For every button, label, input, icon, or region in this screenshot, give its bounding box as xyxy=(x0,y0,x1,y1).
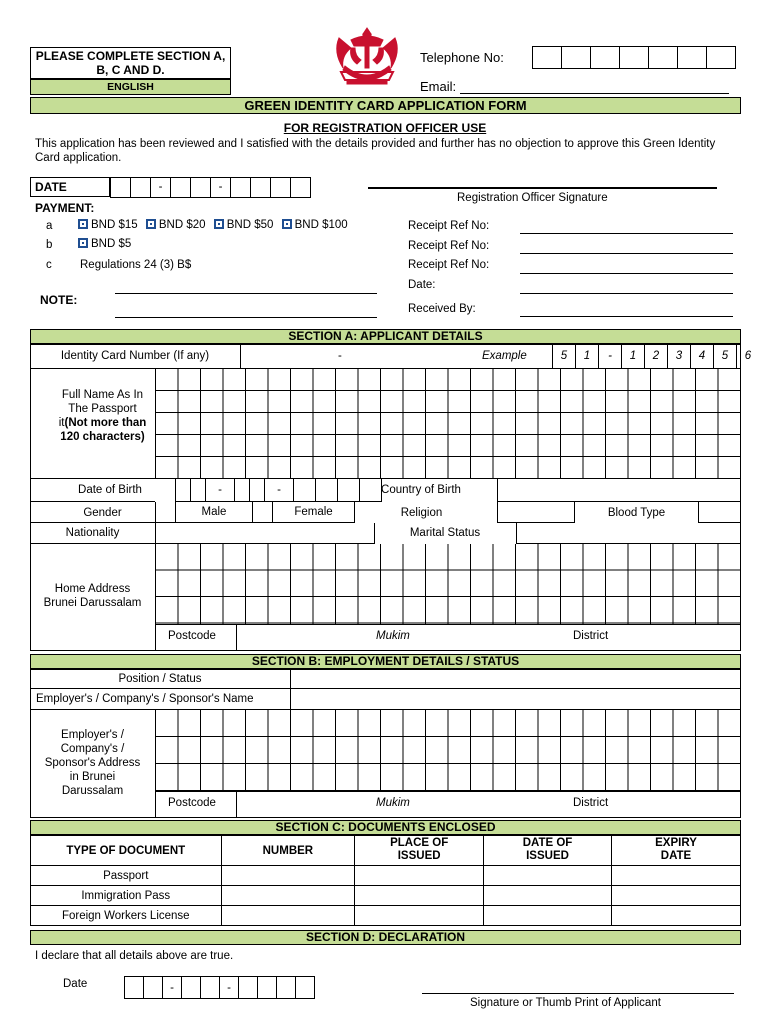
option-bnd-100: BND $100 xyxy=(294,219,348,231)
gender-female-box[interactable] xyxy=(253,502,273,522)
officer-date2-label: Date: xyxy=(408,279,436,291)
receipt-line-3[interactable] xyxy=(520,260,733,274)
gender-cells xyxy=(155,502,355,523)
postcode-label: Postcode xyxy=(168,630,216,642)
payment-row-b: b xyxy=(46,239,53,251)
cell-input[interactable] xyxy=(611,906,740,926)
cell-input[interactable] xyxy=(221,866,355,886)
cell-input[interactable] xyxy=(221,906,355,926)
dob-cells[interactable]: - - xyxy=(175,479,382,502)
dob-label: Date of Birth xyxy=(78,484,142,496)
cell-input[interactable] xyxy=(221,886,355,906)
col-date: DATE OF ISSUED xyxy=(484,836,612,866)
officer-date2-line[interactable] xyxy=(520,280,733,294)
officer-signature-line[interactable] xyxy=(368,178,717,189)
religion-input[interactable] xyxy=(497,502,575,523)
blood-type-label: Blood Type xyxy=(607,507,666,519)
blood-type-input[interactable] xyxy=(698,502,741,523)
declaration-date-label: Date xyxy=(63,978,88,990)
section-d-header: SECTION D: DECLARATION xyxy=(30,930,741,945)
col-place: PLACE OF ISSUED xyxy=(355,836,484,866)
applicant-signature-label: Signature or Thumb Print of Applicant xyxy=(470,997,661,1009)
table-row xyxy=(31,866,741,886)
nationality-label: Nationality xyxy=(65,527,120,539)
checkbox-icon[interactable] xyxy=(78,238,88,248)
payment-row-a: a xyxy=(46,220,53,232)
position-input[interactable] xyxy=(290,669,741,689)
receipt-line-2[interactable] xyxy=(520,240,733,254)
instruction-box xyxy=(30,47,231,79)
col-number: NUMBER xyxy=(221,836,355,866)
employer-address-label: Employer's / Company's / Sponsor's Address in Brunei Darussalam xyxy=(44,729,141,797)
regulation-text: Regulations 24 (3) B$ xyxy=(80,259,192,271)
option-bnd-50: BND $50 xyxy=(226,219,274,231)
cell-input[interactable] xyxy=(611,886,740,906)
table-row xyxy=(31,906,741,926)
declaration-text: I declare that all details above are true. xyxy=(35,950,234,962)
mukim-label: Mukim xyxy=(376,630,410,642)
col-type: TYPE OF DOCUMENT xyxy=(31,836,222,866)
checkbox-icon[interactable] xyxy=(214,219,224,229)
row-immigration: Immigration Pass xyxy=(31,886,222,906)
option-bnd-15: BND $15 xyxy=(91,219,138,231)
checkbox-icon[interactable] xyxy=(282,219,292,229)
option-bnd-5: BND $5 xyxy=(91,238,132,250)
table-row xyxy=(31,886,741,906)
officer-statement: This application has been reviewed and I satisfied with the details provided and further has no objection to approve this Green Identity Card application. xyxy=(35,138,716,164)
b-postcode-label: Postcode xyxy=(168,797,216,809)
section-a-header: SECTION A: APPLICANT DETAILS xyxy=(30,329,741,344)
religion-label: Religion xyxy=(400,507,443,519)
cell-input[interactable] xyxy=(355,886,484,906)
section-c-header: SECTION C: DOCUMENTS ENCLOSED xyxy=(30,820,741,835)
section-b-header: SECTION B: EMPLOYMENT DETAILS / STATUS xyxy=(30,654,741,669)
brunei-crest-icon xyxy=(327,24,407,86)
note-line-2[interactable] xyxy=(115,304,377,318)
checkbox-icon[interactable] xyxy=(78,219,88,229)
declaration-date-cells[interactable]: - - xyxy=(124,976,315,999)
gender-label: Gender xyxy=(83,507,122,519)
cell-input[interactable] xyxy=(484,886,612,906)
col-expiry: EXPIRY DATE xyxy=(611,836,740,866)
home-address-label: Home Address Brunei Darussalam xyxy=(43,583,142,609)
note-line-1[interactable] xyxy=(115,280,377,294)
receipt-label-1: Receipt Ref No: xyxy=(408,220,490,232)
marital-status-input[interactable] xyxy=(516,523,741,544)
language-text: ENGLISH xyxy=(107,81,154,93)
received-by-label: Received By: xyxy=(408,303,476,315)
nationality-row-bottom xyxy=(30,523,155,544)
payment-options-a xyxy=(78,219,348,231)
country-of-birth-input[interactable] xyxy=(497,479,741,502)
form-title: GREEN IDENTITY CARD APPLICATION FORM xyxy=(244,98,527,113)
gender-row-top xyxy=(30,479,155,502)
nationality-input[interactable] xyxy=(155,523,375,544)
position-label: Position / Status xyxy=(118,673,202,685)
row-passport: Passport xyxy=(31,866,222,886)
officer-signature-label: Registration Officer Signature xyxy=(457,192,608,204)
employer-address-grid[interactable] xyxy=(155,710,741,791)
b-mukim-label: Mukim xyxy=(376,797,410,809)
country-of-birth-label: Country of Birth xyxy=(381,484,461,496)
employer-name-label: Employer's / Company's / Sponsor's Name xyxy=(36,693,254,705)
ic-dash: - xyxy=(338,350,342,362)
receipt-label-2: Receipt Ref No: xyxy=(408,240,490,252)
officer-heading: FOR REGISTRATION OFFICER USE xyxy=(283,121,487,135)
note-label: NOTE: xyxy=(40,293,78,307)
b-district-label: District xyxy=(573,797,609,809)
applicant-signature-line[interactable] xyxy=(422,982,734,994)
checkbox-icon[interactable] xyxy=(146,219,156,229)
nationality-row-top xyxy=(30,502,155,523)
gender-male-box[interactable] xyxy=(156,502,176,522)
receipt-label-3: Receipt Ref No: xyxy=(408,259,490,271)
dob-row-top xyxy=(30,458,741,479)
cell-input[interactable] xyxy=(355,906,484,926)
cell-input[interactable] xyxy=(611,866,740,886)
example-label: Example xyxy=(482,350,527,362)
option-bnd-20: BND $20 xyxy=(158,219,206,231)
b-postcode-input[interactable] xyxy=(236,791,346,818)
officer-date-cells[interactable]: - - xyxy=(110,177,311,198)
telephone-label: Telephone No: xyxy=(420,50,504,65)
email-line[interactable] xyxy=(460,80,729,94)
telephone-cells[interactable] xyxy=(532,46,736,69)
email-label: Email: xyxy=(420,79,457,94)
example-digits: 5 1 - 1 2 3 4 5 6 xyxy=(552,344,759,368)
employer-row-bottom xyxy=(30,689,290,710)
payment-label: PAYMENT: xyxy=(35,201,95,215)
row-foreign-workers: Foreign Workers License xyxy=(31,906,222,926)
form-title-bar xyxy=(30,97,741,114)
district-label: District xyxy=(573,630,609,642)
documents-table xyxy=(30,835,741,926)
marital-status-label: Marital Status xyxy=(409,527,481,539)
female-label: Female xyxy=(273,502,355,522)
postcode-input[interactable] xyxy=(236,624,346,651)
ic-row-divider xyxy=(30,344,741,369)
employer-name-input[interactable] xyxy=(290,689,741,710)
home-address-grid[interactable] xyxy=(155,544,741,624)
cell-input[interactable] xyxy=(484,906,612,926)
payment-row-c: c xyxy=(46,259,52,271)
cell-input[interactable] xyxy=(484,866,612,886)
male-label: Male xyxy=(176,502,253,522)
position-row-bottom xyxy=(30,669,290,689)
instruction-text: PLEASE COMPLETE SECTION A, B, C AND D. xyxy=(35,49,226,77)
payment-options-b xyxy=(78,238,131,250)
cell-input[interactable] xyxy=(355,866,484,886)
language-badge xyxy=(30,79,231,95)
receipt-line-1[interactable] xyxy=(520,220,733,234)
received-by-line[interactable] xyxy=(520,303,733,317)
full-name-label: Full Name As In The Passport it(Not more than 120 characters) xyxy=(58,389,147,443)
officer-date-label: DATE xyxy=(30,177,110,197)
ic-label: Identity Card Number (If any) xyxy=(60,350,210,362)
